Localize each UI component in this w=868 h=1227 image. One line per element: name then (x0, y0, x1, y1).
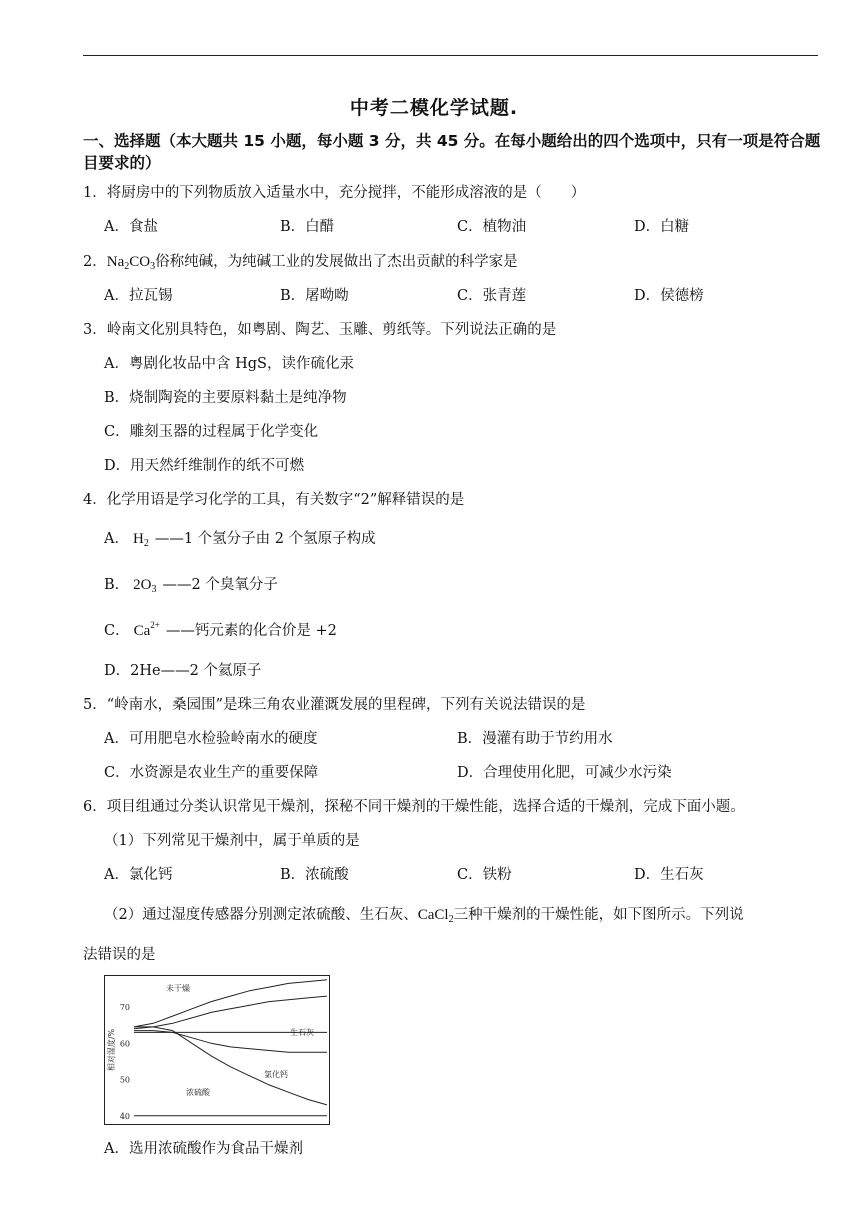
page-title: 中考二模化学试题. (349, 97, 519, 119)
q2-option-b: B．屠呦呦 (280, 288, 349, 304)
series-label: 未干燥 (166, 984, 190, 993)
y-tick-label: 60 (119, 1039, 130, 1049)
q1-option-c: C．植物油 (457, 219, 527, 235)
humidity-chart (104, 975, 330, 1125)
question-2-stem (83, 250, 518, 272)
q5-option-b: B．漫灌有助于节约用水 (457, 731, 613, 747)
q6-sub1-option-c: C．铁粉 (457, 867, 512, 883)
y-axis-label: 相对湿度/% (107, 1028, 116, 1072)
cacl2-formula: CaCl$_2$ (417, 907, 454, 925)
y-tick-label: 50 (119, 1075, 130, 1085)
q4-option-a: A． $H_2$ ——1 个氢分子由 2 个氢原子构成 (104, 531, 376, 549)
section-heading: 一、选择题（本大题共 15 小题，每小题 3 分，共 45 分。在每小题给出的四个选项中，只有一项是符合题目要求的） (83, 132, 821, 172)
y-tick-label: 40 (119, 1111, 130, 1121)
series-label: 浓硫酸 (186, 1088, 210, 1097)
ca2plus-formula: $Ca^{2+}$ (133, 620, 160, 639)
q3-option-b: B．烧制陶瓷的主要原料黏土是纯净物 (104, 390, 347, 406)
q5-option-a: A．可用肥皂水检验岭南水的硬度 (104, 731, 318, 747)
q1-option-b: B．白醋 (280, 219, 335, 235)
q5-option-c: C．水资源是农业生产的重要保障 (104, 765, 319, 781)
q4-option-b: B． $2O_3$ ——2 个臭氧分子 (104, 577, 278, 595)
q2-stem-text: 俗称纯碱，为纯碱工业的发展做出了杰出贡献的科学家是 (155, 254, 518, 270)
question-6-stem: 6．项目组通过分类认识常见干燥剂，探秘不同干燥剂的干燥性能，选择合适的干燥剂，完成下面小题。 (83, 799, 745, 815)
question-1-stem: 1．将厨房中的下列物质放入适量水中，充分搅拌，不能形成溶液的是（ ） (83, 185, 586, 201)
series-line-1 (134, 996, 327, 1029)
q3-option-c: C．雕刻玉器的过程属于化学变化 (104, 424, 319, 440)
series-line-3 (134, 1027, 327, 1105)
question-3-stem: 3．岭南文化别具特色，如粤剧、陶艺、玉雕、剪纸等。下列说法正确的是 (83, 322, 557, 338)
question-4-stem: 4．化学用语是学习化学的工具，有关数字“2”解释错误的是 (83, 492, 465, 508)
series-label: 生石灰 (290, 1028, 314, 1037)
q6-sub1-stem: （1）下列常见干燥剂中，属于单质的是 (104, 833, 360, 849)
q6-sub2-option-a: A．选用浓硫酸作为食品干燥剂 (104, 1141, 303, 1157)
q5-option-d: D．合理使用化肥，可减少水污染 (457, 765, 672, 781)
q4-option-d: D．2He——2 个氦原子 (104, 663, 262, 679)
q2-option-a: A．拉瓦锡 (104, 288, 173, 304)
q6-sub1-option-d: D．生石灰 (634, 867, 704, 883)
q6-sub1-option-a: A．氯化钙 (104, 867, 173, 883)
series-label: 氯化钙 (264, 1070, 288, 1079)
top-rule (83, 55, 818, 56)
question-5-stem: 5．“岭南水，桑园围”是珠三角农业灌溉发展的里程碑，下列有关说法错误的是 (83, 697, 586, 713)
q2-number: 2． (83, 254, 107, 270)
q3-option-d: D．用天然纤维制作的纸不可燃 (104, 458, 305, 474)
q3-option-a: A．粤剧化妆品中含 HgS，读作硫化汞 (104, 356, 354, 372)
q2-option-c: C．张青莲 (457, 288, 527, 304)
q1-option-d: D．白糖 (634, 219, 690, 235)
q6-sub2-stem: （2）通过湿度传感器分别测定浓硫酸、生石灰、CaCl$_2$三种干燥剂的干燥性能，如下图所示。下列说 (104, 907, 744, 925)
chart-frame (105, 976, 330, 1125)
q6-sub1-option-b: B．浓硫酸 (280, 867, 349, 883)
q4-option-c: C． $Ca^{2+}$ ——钙元素的化合价是 +2 (104, 620, 337, 639)
na2co3-formula: $Na_2CO_3$ (106, 254, 156, 272)
h2-formula: $H_2$ (132, 531, 149, 549)
q1-option-a: A．食盐 (104, 219, 158, 235)
2o3-formula: $2O_3$ (133, 577, 157, 595)
q6-sub2-stem-line2: 法错误的是 (83, 947, 156, 963)
q2-option-d: D．侯德榜 (634, 288, 704, 304)
y-tick-label: 70 (119, 1003, 130, 1012)
series-line-0 (134, 980, 327, 1027)
humidity-chart-svg (104, 975, 330, 1125)
